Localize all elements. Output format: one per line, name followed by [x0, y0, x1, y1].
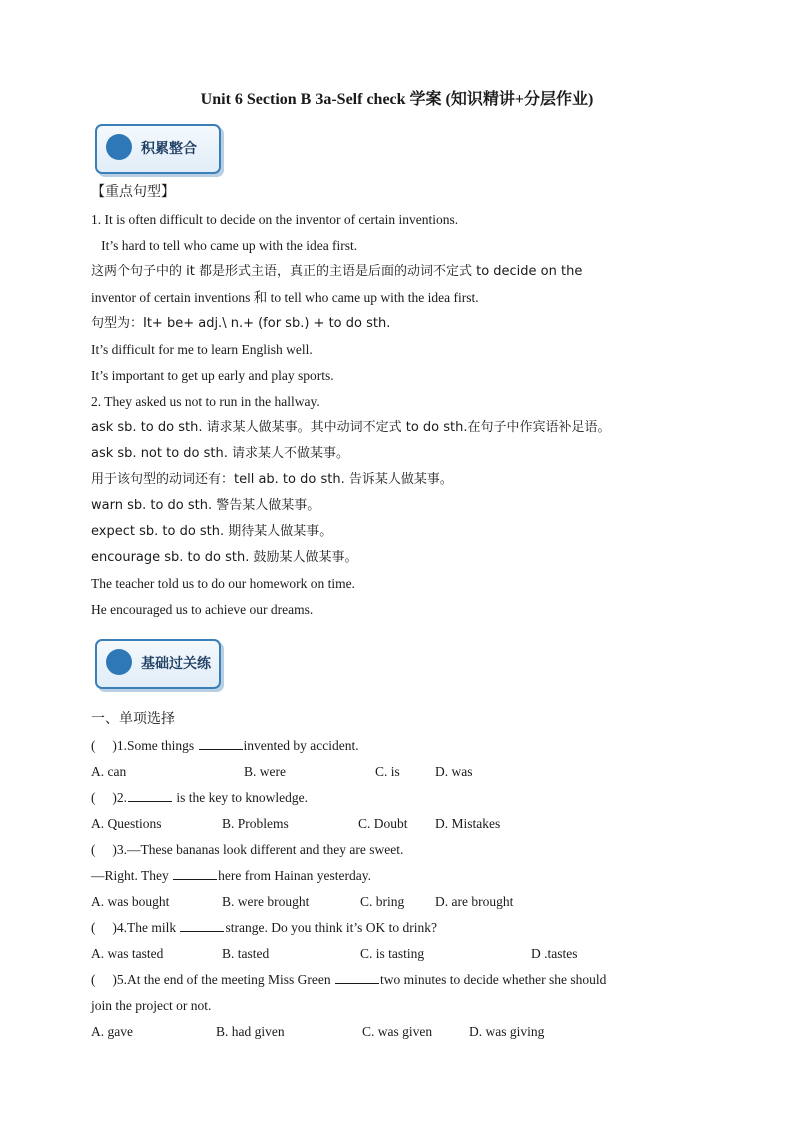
question-4: ( )4.The milk strange. Do you think it’s OK to drink? — [91, 920, 437, 935]
option: D. was giving — [469, 1024, 545, 1039]
option: C. Doubt — [358, 816, 408, 831]
text-line: 句型为：It+ be+ adj.\ n.+ (for sb.) + to do sth. — [91, 316, 391, 331]
text-line: It’s difficult for me to learn English well. — [91, 342, 313, 357]
answer-blank — [173, 868, 217, 880]
answer-blank — [199, 738, 243, 750]
option: A. was tasted — [91, 946, 164, 961]
option: D .tastes — [531, 946, 578, 961]
question-5: ( )5.At the end of the meeting Miss Green two minutes to decide whether she should — [91, 972, 607, 987]
text-line: 用于该句型的动词还有：tell ab. to do sth. 告诉某人做某事。 — [91, 472, 453, 487]
book-icon — [106, 134, 132, 160]
text-line: He encouraged us to achieve our dreams. — [91, 602, 314, 617]
text-line: expect sb. to do sth. 期待某人做某事。 — [91, 524, 333, 539]
text-line: 2. They asked us not to run in the hallway. — [91, 394, 320, 409]
question-2: ( )2. is the key to knowledge. — [91, 790, 308, 805]
question-5-line2: join the project or not. — [91, 998, 212, 1013]
option: A. gave — [91, 1024, 133, 1039]
text-line: The teacher told us to do our homework on time. — [91, 576, 355, 591]
option: A. can — [91, 764, 127, 779]
option: C. is tasting — [360, 946, 425, 961]
text-line: warn sb. to do sth. 警告某人做某事。 — [91, 498, 321, 513]
text-line: It’s hard to tell who came up with the idea first. — [91, 238, 358, 253]
section-badge-basic — [95, 639, 221, 689]
text-line: It’s important to get up early and play sports. — [91, 368, 334, 383]
answer-blank — [180, 920, 224, 932]
question-3: ( )3.—These bananas look different and they are sweet. — [91, 842, 404, 857]
page-title: Unit 6 Section B 3a-Self check 学案 (知识精讲+分层作业) — [200, 91, 594, 108]
option: D. are brought — [435, 894, 514, 909]
option: B. were brought — [222, 894, 310, 909]
badge-label: 基础过关练 — [141, 656, 211, 672]
option: A. Questions — [91, 816, 162, 831]
question-1: ( )1.Some things invented by accident. — [91, 738, 359, 753]
option: A. was bought — [91, 894, 170, 909]
option: C. is — [375, 764, 400, 779]
text-line: ask sb. not to do sth. 请求某人不做某事。 — [91, 446, 350, 461]
text-line: inventor of certain inventions 和 to tell who came up with the idea first. — [91, 290, 479, 305]
option: D. was — [435, 764, 473, 779]
answer-blank — [128, 790, 172, 802]
option: B. Problems — [222, 816, 289, 831]
section-badge-accumulate — [95, 124, 221, 174]
answer-blank — [335, 972, 379, 984]
text-line: 这两个句子中的 it 都是形式主语，真正的主语是后面的动词不定式 to decide on the — [91, 264, 583, 279]
option: D. Mistakes — [435, 816, 501, 831]
section-heading: 【重点句型】 — [91, 184, 175, 200]
exercise-heading: 一、单项选择 — [91, 711, 175, 727]
text-line: encourage sb. to do sth. 鼓励某人做某事。 — [91, 550, 358, 565]
option: B. had given — [216, 1024, 285, 1039]
option: C. bring — [360, 894, 405, 909]
option: C. was given — [362, 1024, 433, 1039]
question-3-line2: —Right. They here from Hainan yesterday. — [91, 868, 371, 883]
badge-label: 积累整合 — [141, 141, 197, 157]
option: B. were — [244, 764, 286, 779]
option: B. tasted — [222, 946, 270, 961]
text-line: 1. It is often difficult to decide on the inventor of certain inventions. — [91, 212, 459, 227]
medal-icon — [106, 649, 132, 675]
text-line: ask sb. to do sth. 请求某人做某事。其中动词不定式 to do sth.在句子中作宾语补足语。 — [91, 420, 611, 435]
